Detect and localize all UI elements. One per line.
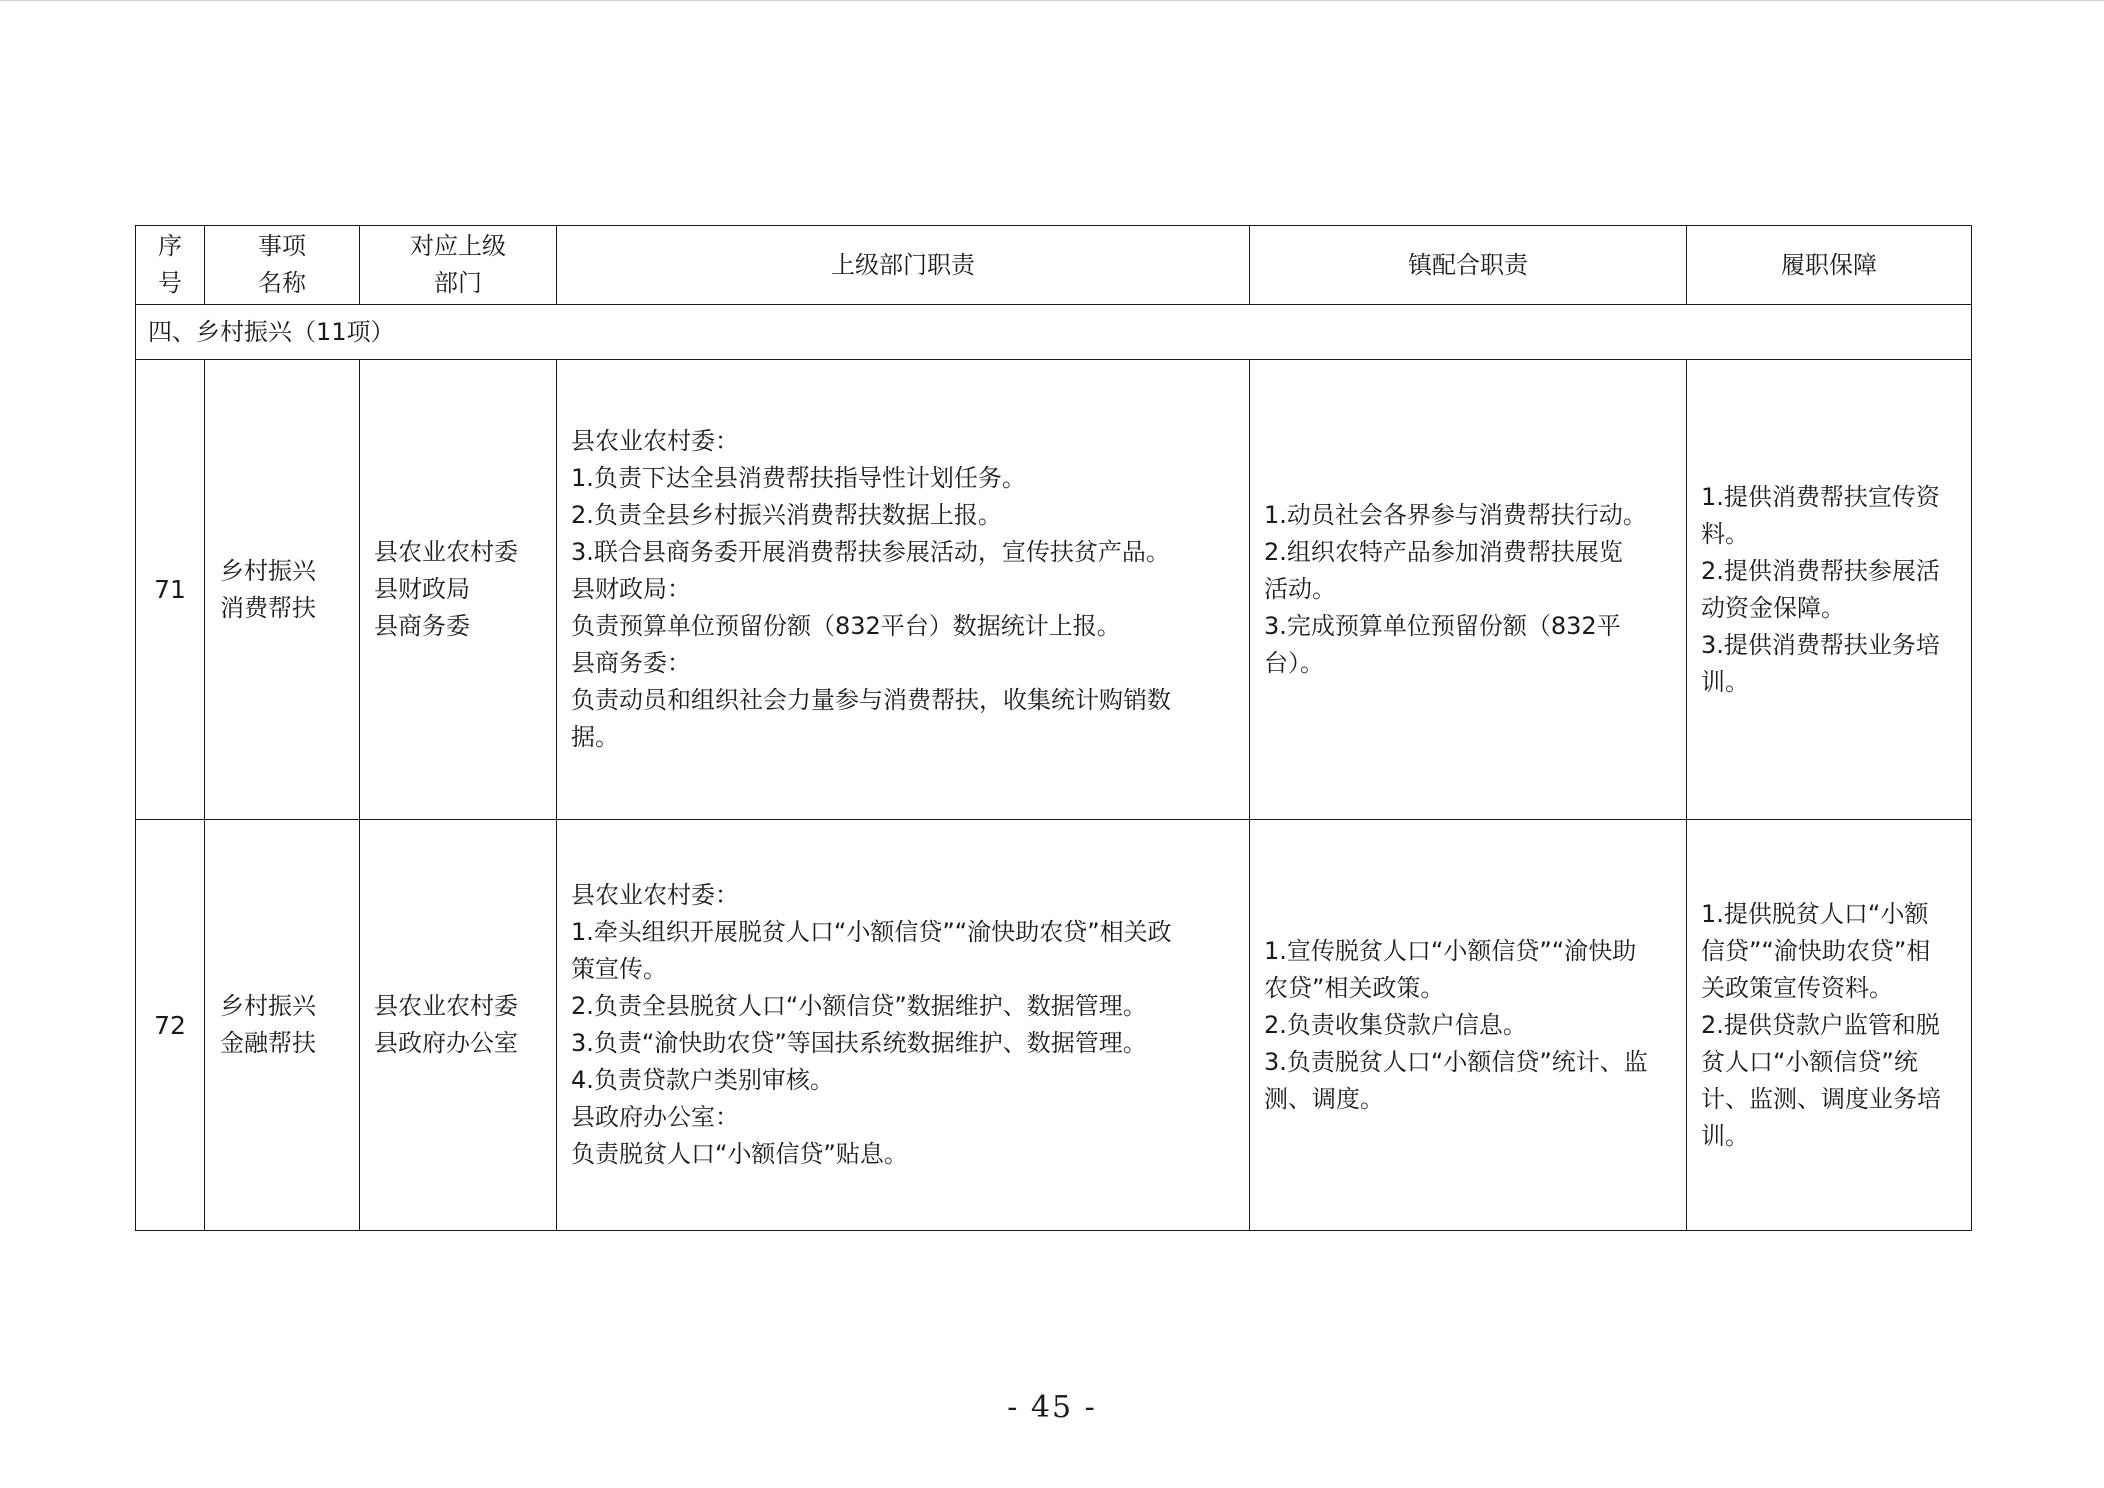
table-row — [136, 360, 1972, 820]
header-upper-duty: 上级部门职责 — [557, 226, 1250, 305]
row-seq: 72 — [136, 820, 205, 1231]
row-guarantee: 1.提供脱贫人口“小额 信贷”“渝快助农贷”相 关政策宣传资料。 2.提供贷款户监管和脱 贫人口“小额信贷”统 计、监测、调度业务培 训。 — [1687, 820, 1972, 1231]
page-top-border — [0, 0, 2104, 1]
row-town-duty: 1.动员社会各界参与消费帮扶行动。 2.组织农特产品参加消费帮扶展览 活动。 3.完成预算单位预留份额（832平 台）。 — [1250, 360, 1687, 820]
table-header-row — [136, 226, 1972, 305]
row-upper-duty: 县农业农村委： 1.负责下达全县消费帮扶指导性计划任务。 2.负责全县乡村振兴消费帮扶数据上报。 3.联合县商务委开展消费帮扶参展活动，宣传扶贫产品。 县财政局： 负责预算单位预留份额（832平台）数据统计上报。 县商务委： 负责动员和组织社会力量参与消费帮扶，收集统计购销数 据。 — [557, 360, 1250, 820]
header-dept: 对应上级 部门 — [360, 226, 557, 305]
header-seq: 序 号 — [136, 226, 205, 305]
row-upper-duty: 县农业农村委： 1.牵头组织开展脱贫人口“小额信贷”“渝快助农贷”相关政 策宣传。 2.负责全县脱贫人口“小额信贷”数据维护、数据管理。 3.负责“渝快助农贷”等国扶系统数据维护、数据管理。 4.负责贷款户类别审核。 县政府办公室： 负责脱贫人口“小额信贷”贴息。 — [557, 820, 1250, 1231]
header-town-duty: 镇配合职责 — [1250, 226, 1687, 305]
section-row — [136, 305, 1972, 360]
table-row — [136, 820, 1972, 1231]
row-name: 乡村振兴 消费帮扶 — [205, 360, 360, 820]
page-number: - 45 - — [1007, 1390, 1097, 1425]
section-title: 四、乡村振兴（11项） — [136, 305, 1972, 360]
row-town-duty: 1.宣传脱贫人口“小额信贷”“渝快助 农贷”相关政策。 2.负责收集贷款户信息。 3.负责脱贫人口“小额信贷”统计、监 测、调度。 — [1250, 820, 1687, 1231]
header-name: 事项 名称 — [205, 226, 360, 305]
row-dept: 县农业农村委 县财政局 县商务委 — [360, 360, 557, 820]
duty-table — [135, 225, 1972, 1231]
row-name: 乡村振兴 金融帮扶 — [205, 820, 360, 1231]
row-guarantee: 1.提供消费帮扶宣传资 料。 2.提供消费帮扶参展活 动资金保障。 3.提供消费帮扶业务培 训。 — [1687, 360, 1972, 820]
row-seq: 71 — [136, 360, 205, 820]
row-dept: 县农业农村委 县政府办公室 — [360, 820, 557, 1231]
header-guarantee: 履职保障 — [1687, 226, 1972, 305]
